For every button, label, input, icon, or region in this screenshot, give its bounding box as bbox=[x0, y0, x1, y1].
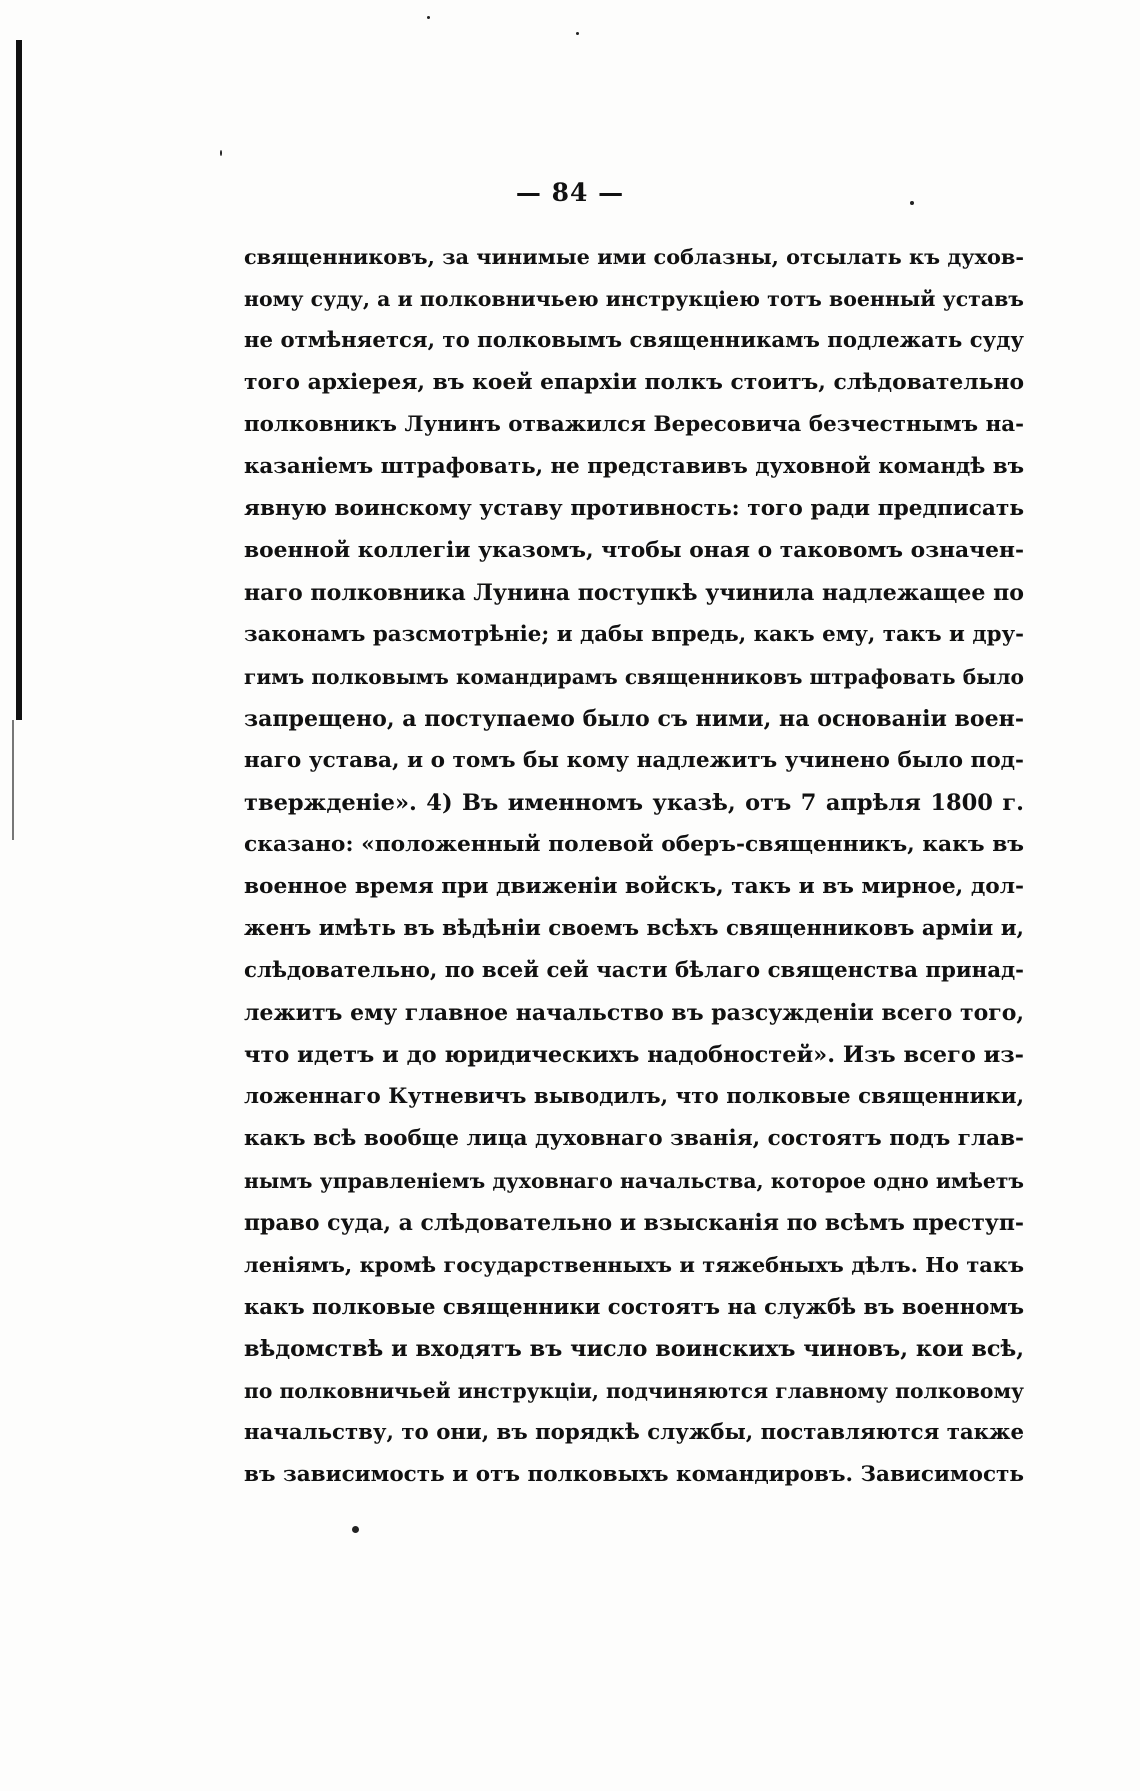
text-line: священниковъ, за чинимые ими соблазны, отсылать къ духов- bbox=[244, 244, 1024, 269]
text-line: законамъ разсмотрѣніе; и дабы впредь, какъ ему, такъ и дру- bbox=[244, 622, 1024, 647]
ink-speck bbox=[352, 1526, 359, 1533]
text-line: какъ полковые священники состоятъ на службѣ въ военномъ bbox=[244, 1294, 1024, 1319]
text-line: военное время при движеніи войскъ, такъ и въ мирное, дол- bbox=[244, 874, 1024, 899]
page-number: — 84 — bbox=[515, 178, 625, 207]
text-line: вѣдомствѣ и входятъ въ число воинскихъ чиновъ, кои всѣ, bbox=[244, 1336, 1024, 1362]
text-line: сказано: «положенный полевой оберъ-священникъ, какъ въ bbox=[244, 832, 1024, 857]
text-line: по полковничьей инструкціи, подчиняются главному полковому bbox=[244, 1379, 1024, 1403]
text-line: твержденіе». 4) Въ именномъ указѣ, отъ 7 апрѣля 1800 г. bbox=[244, 790, 1024, 816]
text-line: того архіерея, въ коей епархіи полкъ стоитъ, слѣдовательно bbox=[244, 370, 1024, 395]
text-line: ложеннаго Кутневичъ выводилъ, что полковые священники, bbox=[244, 1084, 1024, 1109]
text-line: запрещено, а поступаемо было съ ними, на основаніи воен- bbox=[244, 706, 1024, 732]
text-line: нымъ управленіемъ духовнаго начальства, которое одно имѣетъ bbox=[244, 1169, 1024, 1193]
body-text bbox=[244, 236, 1024, 1496]
text-line: явную воинскому уставу противность: того ради предписать bbox=[244, 496, 1024, 521]
text-line: военной коллегіи указомъ, чтобы оная о таковомъ означен- bbox=[244, 538, 1024, 563]
ink-speck bbox=[576, 32, 579, 35]
ink-speck bbox=[427, 16, 430, 19]
text-line: что идетъ и до юридическихъ надобностей». Изъ всего из- bbox=[244, 1042, 1024, 1068]
ink-speck bbox=[910, 201, 914, 205]
text-line: наго устава, и о томъ бы кому надлежитъ учинено было под- bbox=[244, 748, 1024, 773]
binding-edge-shadow bbox=[16, 40, 22, 720]
text-line: гимъ полковымъ командирамъ священниковъ штрафовать было bbox=[244, 665, 1024, 689]
text-line: леніямъ, кромѣ государственныхъ и тяжебныхъ дѣлъ. Но такъ bbox=[244, 1252, 1024, 1277]
ink-speck bbox=[220, 150, 222, 156]
text-line: въ зависимость и отъ полковыхъ командировъ. Зависимость bbox=[244, 1462, 1024, 1487]
text-line: ному суду, а и полковничьею инструкціею тотъ военный уставъ bbox=[244, 287, 1024, 311]
text-line: слѣдовательно, по всей сей части бѣлаго священства принад- bbox=[244, 958, 1024, 983]
text-line: не отмѣняется, то полковымъ священникамъ подлежать суду bbox=[244, 328, 1024, 353]
text-line: начальству, то они, въ порядкѣ службы, поставляются также bbox=[244, 1420, 1024, 1445]
text-line: наго полковника Лунина поступкѣ учинила надлежащее по bbox=[244, 580, 1024, 606]
text-line: право суда, а слѣдовательно и взысканія по всѣмъ преступ- bbox=[244, 1210, 1024, 1236]
text-line: женъ имѣть въ вѣдѣніи своемъ всѣхъ священниковъ арміи и, bbox=[244, 916, 1024, 941]
text-line: какъ всѣ вообще лица духовнаго званія, состоятъ подъ глав- bbox=[244, 1126, 1024, 1151]
text-line: казаніемъ штрафовать, не представивъ духовной командѣ въ bbox=[244, 454, 1024, 479]
binding-edge-line bbox=[12, 720, 14, 840]
text-line: полковникъ Лунинъ отважился Вересовича безчестнымъ на- bbox=[244, 412, 1024, 437]
text-line: лежитъ ему главное начальство въ разсужденіи всего того, bbox=[244, 1000, 1024, 1026]
